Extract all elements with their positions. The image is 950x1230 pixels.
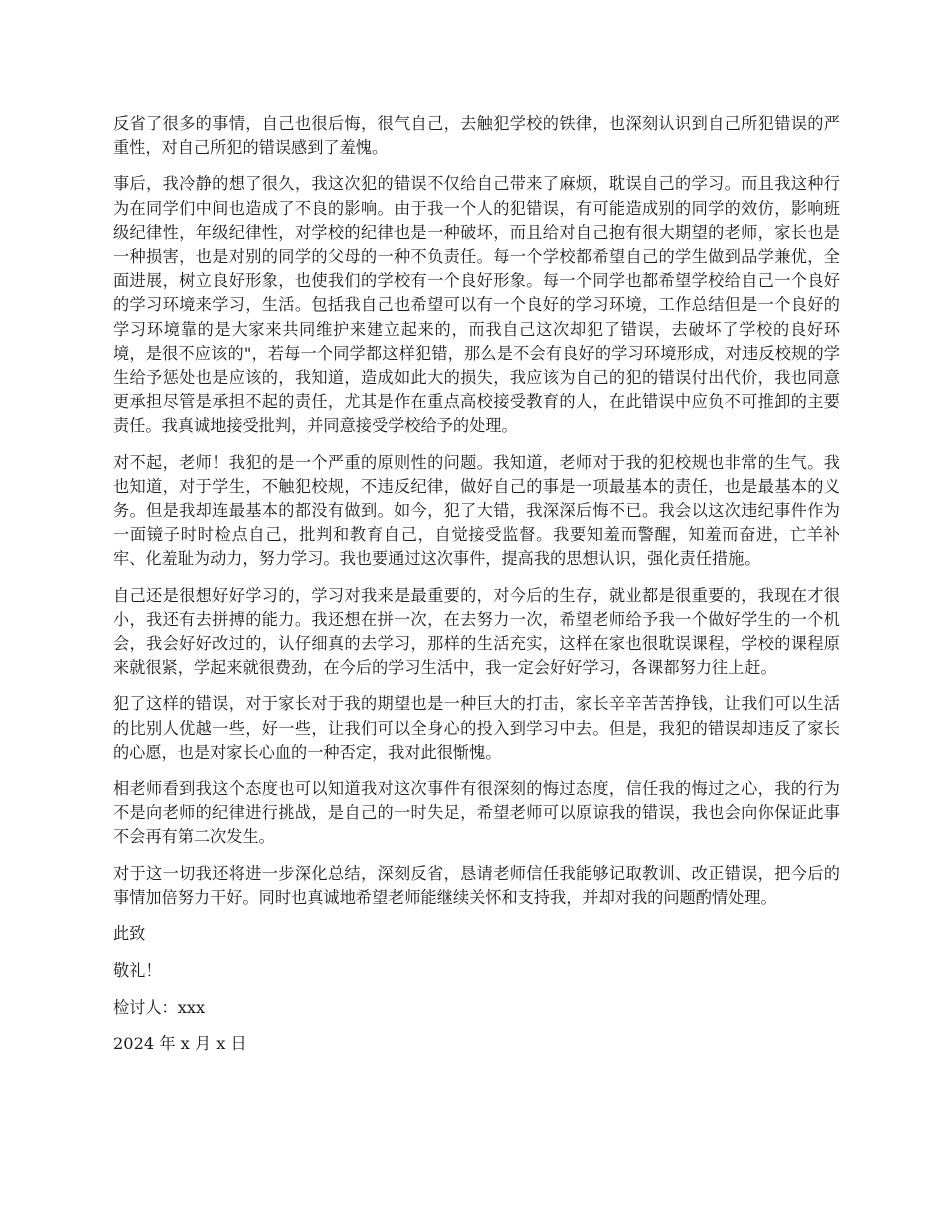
- paragraph-6: 相老师看到我这个态度也可以知道我对这次事件有很深刻的悔过态度，信任我的悔过之心，我的行为不是向老师的纪律进行挑战，是自己的一时失足，希望老师可以原谅我的错误，我也会向你保证此事不会再有第二次发生。: [113, 779, 840, 847]
- closing-respect: 敬礼！: [113, 960, 162, 980]
- paragraph-7: 对于这一切我还将进一步深化总结，深刻反省，恳请老师信任我能够记取教训、改正错误，把今后的事情加倍努力干好。同时也真诚地希望老师能继续关怀和支持我，并却对我的问题酌情处理。: [113, 863, 840, 907]
- paragraph-1: 反省了很多的事情，自己也很后悔，很气自己，去触犯学校的铁律，也深刻认识到自己所犯错误的严重性，对自己所犯的错误感到了羞愧。: [113, 114, 840, 158]
- document-page: [113, 112, 840, 1069]
- date-line: 2024 年 x 月 x 日: [113, 1034, 247, 1054]
- paragraph-3: 对不起，老师！我犯的是一个严重的原则性的问题。我知道，老师对于我的犯校规也非常的生气。我也知道，对于学生，不触犯校规，不违反纪律，做好自己的事是一项最基本的责任，也是最基本的义务。但是我却连最基本的都没有做到。如今，犯了大错，我深深后悔不已。我会以这次违纪事件作为一面镜子时时检点自己，批判和教育自己，自觉接受监督。我要知羞而警醒，知羞而奋进，亡羊补牢、化羞耻为动力，努力学习。我也要通过这次事件，提高我的思想认识，强化责任措施。: [113, 452, 840, 569]
- paragraph-2: 事后，我冷静的想了很久，我这次犯的错误不仅给自己带来了麻烦，耽误自己的学习。而且我这种行为在同学们中间也造成了不良的影响。由于我一个人的犯错误，有可能造成别的同学的效仿，影响班级纪律性，年级纪律性，对学校的纪律也是一种破坏，而且给对自己抱有很大期望的老师，家长也是一种损害，也是对别的同学的父母的一种不负责任。每一个学校都希望自己的学生做到品学兼优，全面进展，树立良好形象，也使我们的学校有一个良好形象。每一个同学也都希望学校给自己一个良好的学习环境来学习，生活。包括我自己也希望可以有一个良好的学习环境，工作总结但是一个良好的学习环境靠的是大家来共同维护来建立起来的，而我自己这次却犯了错误，去破坏了学校的良好环境，是很不应该的"，若每一个同学都这样犯错，那么是不会有良好的学习环境形成，对违反校规的学生给予惩处也是应该的，我知道，造成如此大的损失，我应该为自己的犯的错误付出代价，我也同意更承担尽管是承担不起的责任，尤其是作在重点高校接受教育的人，在此错误中应负不可推卸的主要责任。我真诚地接受批判，并同意接受学校给予的处理。: [113, 174, 840, 436]
- paragraph-5: 犯了这样的错误，对于家长对于我的期望也是一种巨大的打击，家长辛辛苦苦挣钱，让我们可以生活的比别人优越一些，好一些，让我们可以全身心的投入到学习中去。但是，我犯的错误却违反了家长的心愿，也是对家长心血的一种否定，我对此很惭愧。: [113, 694, 840, 762]
- paragraph-4: 自己还是很想好好学习的，学习对我来是最重要的，对今后的生存，就业都是很重要的，我现在才很小，我还有去拼搏的能力。我还想在拼一次，在去努力一次，希望老师给予我一个做好学生的一个机会，我会好好改过的，认仔细真的去学习，那样的生活充实，这样在家也很耽误课程，学校的课程原来就很紧，学起来就很费劲，在今后的学习生活中，我一定会好好学习，各课都努力往上赶。: [113, 585, 840, 678]
- signature-line: 检讨人：xxx: [113, 997, 206, 1017]
- closing-salutation: 此致: [113, 924, 146, 944]
